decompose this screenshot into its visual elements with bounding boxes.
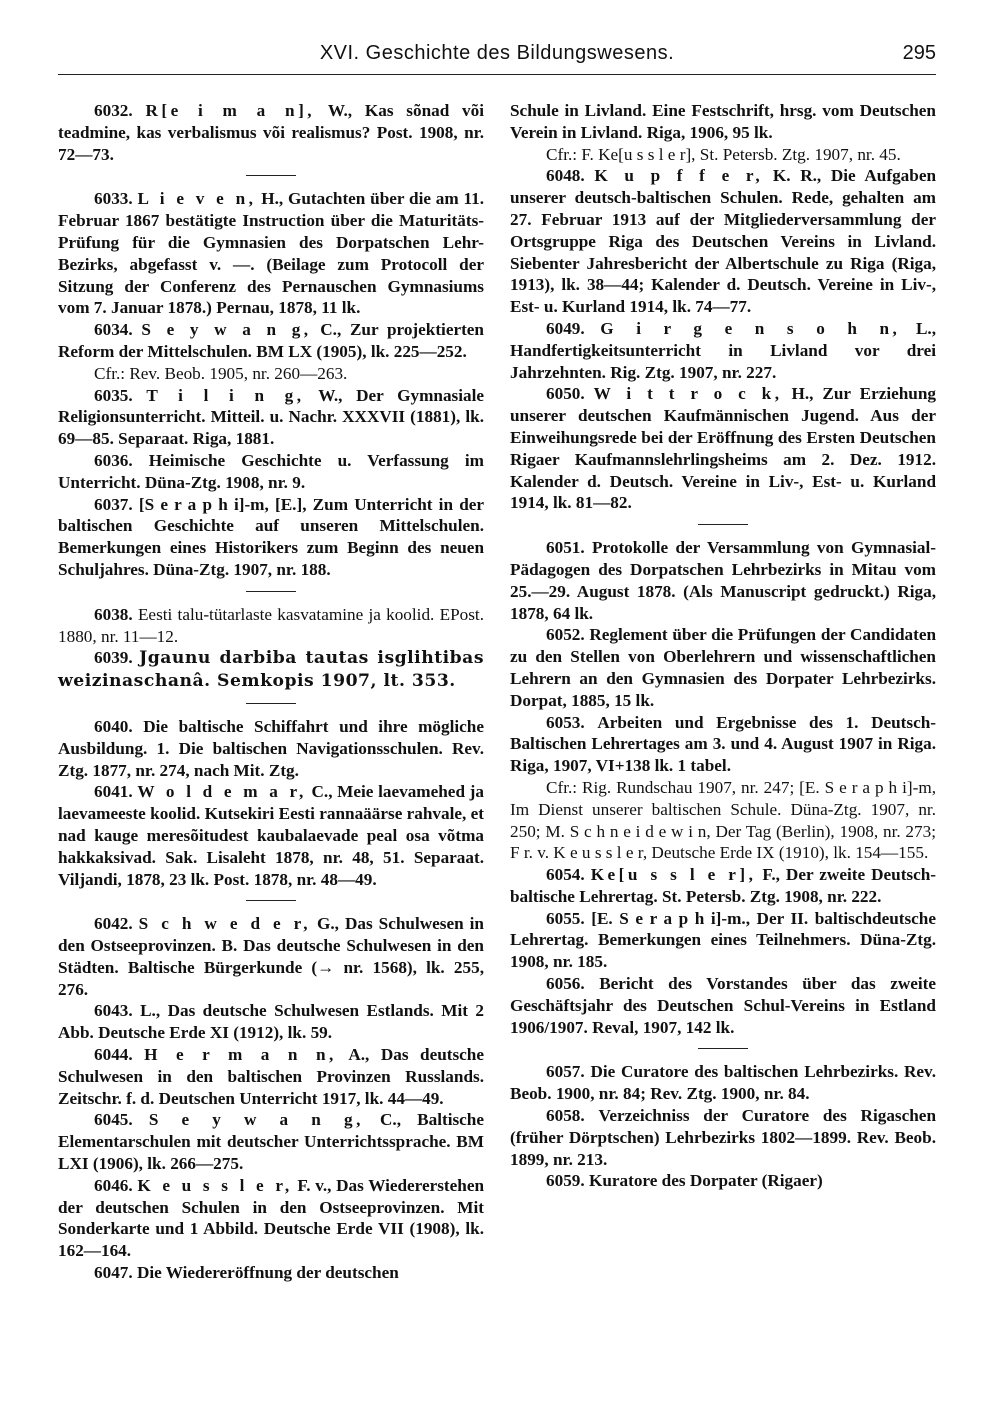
entry-number: 6055. — [546, 908, 585, 928]
bib-entry-6056 — [510, 973, 936, 1038]
entry-text: Protokolle der Versammlung von Gymnasial-Pädagogen des Dorpatschen Lehrbezirks in Mitau vom 25.—29. August 1878. (Als Manuscript gedruckt.) Riga, 1878, 64 lk. — [510, 538, 937, 623]
entry-text: Heimische Geschichte u. Verfassung im Unterricht. Düna-Ztg. 1908, nr. 9. — [58, 450, 484, 492]
bib-entry-6046 — [58, 1175, 484, 1262]
entry-number: 6057. — [546, 1062, 585, 1082]
entry-number: 6049. — [546, 318, 585, 338]
entry-number: 6042. — [94, 914, 133, 934]
entry-text: F. v., Das Wiedererstehen der deutschen Schulen in den Ostseeprovinzen. Mit Sonderkarte und 1 Abbild. Deutsche Erde VII (1908), lk. 162—164. — [58, 1175, 485, 1261]
entry-author: K e u s s l e r, — [137, 1175, 293, 1195]
bib-entry-6053 — [510, 712, 936, 777]
bib-entry-6058 — [510, 1105, 936, 1170]
bib-entry-6047 — [58, 1262, 484, 1284]
entry-text: A., Das deutsche Schulwesen in den baltischen Provinzen Russlands. Zeitschr. f. d. Deutschen Unterricht 1917, lk. 44—49. — [58, 1045, 484, 1108]
bib-entry-6035 — [58, 385, 484, 450]
bib-entry-6038 — [58, 604, 484, 648]
entry-text: Eesti talu-tütarlaste kasvatamine ja koolid. EPost. 1880, nr. 11—12. — [58, 604, 484, 646]
bib-entry-6049 — [510, 318, 936, 383]
entry-number: 6046. — [94, 1175, 133, 1195]
entry-author: Ke[u s s l e r], — [590, 865, 757, 885]
left-column — [58, 100, 484, 1284]
entry-text: Verzeichniss der Curatore des Rigaschen (früher Dörptschen) Lehrbezirks 1802—1899. Rev. Beob. 1899, nr. 213. — [510, 1106, 936, 1169]
entry-text: [E. S e r a p h i]-m., Der II. baltischdeutsche Lehrertag. Bemerkungen eines Teilnehmers. Düna-Ztg. 1908, nr. 185. — [510, 908, 936, 972]
bib-entry-6050 — [510, 383, 936, 514]
entry-number: 6039. — [94, 648, 133, 668]
bib-entry-6048 — [510, 165, 936, 318]
entry-number: 6047. — [94, 1263, 133, 1283]
entry-author: L i e v e n, — [137, 189, 257, 209]
entry-number: 6059. — [546, 1171, 585, 1191]
bib-entry-6033 — [58, 188, 484, 319]
bib-entry-6045 — [58, 1109, 484, 1174]
entry-text: W., Kas sõnad või teadmine, kas verbalismus või realismus? Post. 1908, nr. 72—73. — [58, 101, 485, 164]
entry-text: Die baltische Schiffahrt und ihre mögliche Ausbildung. 1. Die baltischen Navigationsschulen. Rev. Ztg. 1877, nr. 274, nach Mit. Ztg. — [58, 716, 484, 780]
entry-text: Arbeiten und Ergebnisse des 1. Deutsch-Baltischen Lehrertages am 3. und 4. August 1907 in Riga. Riga, 1907, VI+138 lk. 1 tabel. — [510, 712, 936, 776]
section-separator — [246, 703, 296, 704]
entry-number: 6033. — [94, 189, 133, 209]
entry-number: 6054. — [546, 865, 585, 885]
entry-author: W i t t r o c k, — [593, 384, 783, 404]
entry-number: 6058. — [546, 1106, 585, 1126]
entry-author: H e r m a n n, — [144, 1045, 337, 1065]
page-title: XVI. Geschichte des Bildungswesens. — [319, 42, 675, 64]
entry-text: W., Der Gymnasiale Religionsunterricht. Mitteil. u. Nachr. XXXVII (1881), lk. 69—85. Separaat. Riga, 1881. — [58, 385, 485, 449]
entry-author: G i r g e n s o h n, — [600, 318, 901, 338]
entry-text: L., Handfertigkeitsunterricht in Livland vor drei Jahrzehnten. Rig. Ztg. 1907, nr. 227. — [510, 318, 936, 382]
entry-number: 6034. — [94, 320, 133, 340]
bib-entry-6054 — [510, 864, 936, 908]
bib-entry-6040 — [58, 716, 484, 781]
page-number: 295 — [902, 42, 936, 64]
entry-number: 6053. — [546, 712, 585, 732]
entry-number: 6035. — [94, 385, 133, 405]
entry-author: W o l d e m a r, — [137, 782, 307, 802]
bib-entry-6043 — [58, 1000, 484, 1044]
entry-text: Die Wiedereröffnung der deutschen — [136, 1263, 399, 1283]
bib-entry-6059 — [510, 1170, 936, 1192]
entry-text: K. R., Die Aufgaben unserer deutsch-baltischen Schulen. Rede, gehalten am 27. Februar 1913 auf der Mitgliederversammlung der Ortsgruppe Riga des Deutschen Vereins in Livland. Siebenter Jahresbericht der Albertschule zu Riga (Riga, 1913), lk. 38—44; Kalender d. Deutsch. Vereine in Liv-, Est- u. Kurland 1914, lk. 74—77. — [510, 166, 937, 317]
entry-cfr: Cfr.: F. Ke[u s s l e r], St. Petersb. Ztg. 1907, nr. 45. — [546, 144, 901, 164]
entry-number: 6050. — [546, 384, 585, 404]
bib-entry-6032 — [58, 100, 484, 165]
bib-entry-6052 — [510, 624, 936, 711]
bib-entry-6041 — [58, 781, 484, 890]
entry-author: T i l i n g, — [146, 385, 305, 405]
entry-number: 6048. — [546, 166, 585, 186]
bib-entry-6051 — [510, 537, 936, 624]
entry-text: C., Zur projektierten Reform der Mittelschulen. BM LX (1905), lk. 225—252. — [58, 320, 484, 361]
entry-cfr: Cfr.: Rig. Rundschau 1907, nr. 247; [E. S e r a p h i]-m, Im Dienst unserer baltischen Schule. Düna-Ztg. 1907, nr. 250; M. S c h n e i d e w i n, Der Tag (Berlin), 1908, nr. 273; F r. v. K e u s s l e r, Deutsche Erde IX (1910), lk. 154—155. — [510, 777, 936, 863]
entry-author: S c h w e d e r, — [138, 914, 311, 934]
bib-entry-6034 — [58, 319, 484, 363]
bib-entry-6037 — [58, 494, 484, 581]
entry-number: 6045. — [94, 1110, 133, 1130]
bib-entry-6036 — [58, 450, 484, 494]
section-separator — [246, 900, 296, 901]
entry-number: 6056. — [546, 974, 585, 994]
bib-entry-6039 — [58, 647, 484, 693]
bib-entry-6057 — [510, 1061, 936, 1105]
entry-text: L., Das deutsche Schulwesen Estlands. Mit 2 Abb. Deutsche Erde XI (1912), lk. 59. — [58, 1001, 484, 1043]
bib-entry-6055 — [510, 908, 936, 973]
bib-entry-6042 — [58, 913, 484, 1000]
bib-entry-6044 — [58, 1044, 484, 1109]
entry-author: S e y w a n g, — [148, 1110, 364, 1130]
entry-text-blackletter: Jgaunu darbiba tautas isglihtibas weizinaschanâ. Semkopis 1907, lt. 353. — [58, 648, 484, 692]
entry-text: F., Der zweite Deutsch-baltische Lehrertag. St. Petersb. Ztg. 1908, nr. 222. — [510, 865, 937, 906]
entry-number: 6038. — [94, 604, 133, 624]
entry-number: 6037. — [94, 494, 133, 514]
entry-number: 6041. — [94, 782, 133, 802]
entry-text: G., Das Schulwesen in den Ostseeprovinzen. B. Das deutsche Schulwesen in den Städten. Baltische Bürgerkunde (→ nr. 1568), lk. 255, 276. — [58, 914, 484, 999]
entry-text: Bericht des Vorstandes über das zweite Geschäftsjahr des Deutschen Schul-Vereins in Estland 1906/1907. Reval, 1907, 142 lk. — [510, 974, 936, 1037]
bib-entry-6047-continued — [510, 100, 936, 144]
entry-number: 6043. — [94, 1001, 133, 1021]
entry-number: 6052. — [546, 625, 585, 645]
entry-text: Kuratore des Dorpater (Rigaer) — [588, 1171, 823, 1191]
entry-text: C., Baltische Elementarschulen mit deutscher Unterrichtssprache. BM LXI (1906), lk. 266—275. — [58, 1110, 484, 1174]
entry-text: H., Gutachten über die am 11. Februar 1867 bestätigte Instruction über die Maturitäts-Prüfung für die Gymnasien des Dorpatschen Lehr-Bezirks, abgefasst v. —. (Beilage zum Protocoll der Sitzung der Conferenz des Pernauschen Gymnasiums vom 7. Januar 1878.) Pernau, 1878, 11 lk. — [58, 189, 485, 318]
entry-author: S e y w a n g, — [141, 320, 312, 340]
entry-text: Reglement über die Prüfungen der Candidaten zu den Stellen von Oberlehrern und wissenschaftlichen Lehrern an den Gymnasien des Dorpater Lehrbezirks. Dorpat, 1885, 15 lk. — [510, 625, 937, 710]
section-separator — [698, 1048, 748, 1049]
section-separator — [698, 524, 748, 525]
running-header — [58, 38, 936, 72]
entry-number: 6032. — [94, 101, 133, 120]
section-separator — [246, 591, 296, 592]
entry-number: 6036. — [94, 450, 133, 470]
entry-cfr: Cfr.: Rev. Beob. 1905, nr. 260—263. — [94, 363, 348, 383]
right-column — [510, 100, 936, 1192]
header-rule — [58, 74, 936, 75]
entry-text: C., Meie laevamehed ja laevameeste koolid. Kutsekiri Eesti rannaäärse rahvale, et nad kauge meresõitudest kaubalaevade peal osa võtma hakkaksivad. Sak. Lisaleht 1878, nr. 48, 51. Separaat. Viljandi, 1878, 23 lk. Post. 1878, nr. 48—49. — [58, 782, 484, 889]
entry-text: [S e r a p h i]-m, [E.], Zum Unterricht in der baltischen Geschichte auf unseren Mittelschulen. Bemerkungen eines Historikers zum Beginn des neuen Schuljahres. Düna-Ztg. 1907, nr. 188. — [58, 494, 485, 579]
entry-number: 6051. — [546, 538, 585, 558]
entry-text: Schule in Livland. Eine Festschrift, hrsg. vom Deutschen Verein in Livland. Riga, 1906, 95 lk. — [510, 101, 936, 142]
entry-author: R[e i m a n], — [145, 101, 316, 120]
section-separator — [246, 175, 296, 176]
entry-text: H., Zur Erziehung unserer deutschen Kaufmännischen Jugend. Aus der Einweihungsrede bei der Eröffnung des Ersten Deutschen Rigaer Kaufmannslehrlingsheims am 2. Dez. 1912. Kalender d. Deutsch. Vereine in Liv-, Est- u. Kurland 1914, lk. 81—82. — [510, 384, 937, 513]
entry-text: Die Curatore des baltischen Lehrbezirks. Rev. Beob. 1900, nr. 84; Rev. Ztg. 1900, nr. 84. — [510, 1062, 937, 1104]
entry-author: K u p f f e r, — [594, 166, 764, 186]
entry-number: 6044. — [94, 1045, 133, 1065]
entry-number: 6040. — [94, 716, 133, 736]
